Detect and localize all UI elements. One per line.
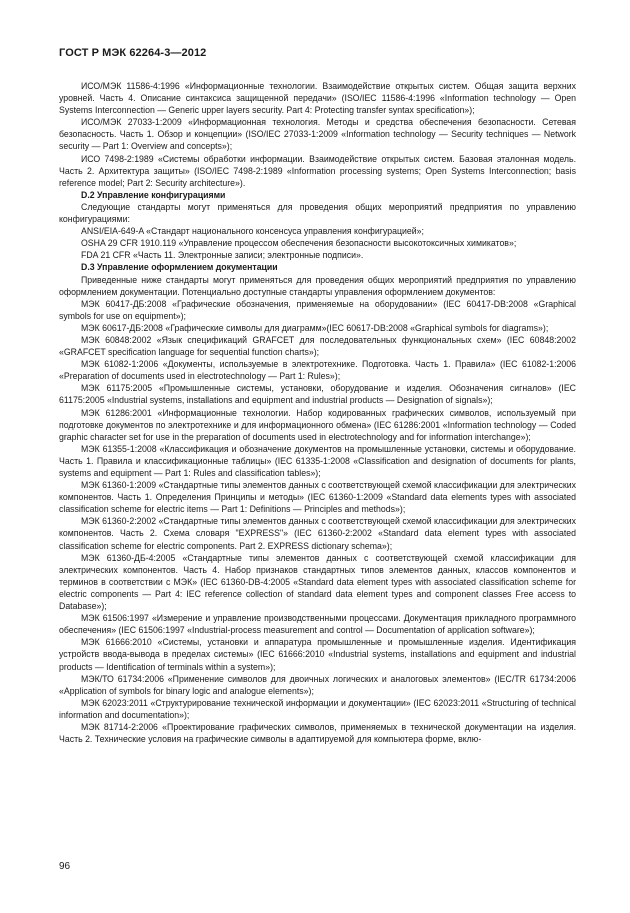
paragraph: OSHA 29 CFR 1910.119 «Управление процессом обеспечения безопасности высокотоксичных химикатов»;: [81, 238, 517, 249]
paragraph: МЭК 60617-ДБ:2008 «Графические символы для диаграмм»(IEC 60617-DB:2008 «Graphical symbols for diagrams»);: [81, 322, 549, 333]
paragraph: ANSI/EIA-649-A «Стандарт национального консенсуса управления конфигурацией»;: [81, 226, 424, 237]
page-number: 96: [59, 861, 71, 872]
page-header: ГОСТ Р МЭК 62264-3—2012: [59, 47, 207, 59]
paragraph: Следующие стандарты могут применяться для проведения общих мероприятий предприятия по управлению конфигурациями:: [59, 201, 576, 225]
paragraph: МЭК 61286:2001 «Информационные технологии. Набор кодированных графических символов, используемый при подготовке документов по электротехнике и для информационного обмена» (IEC 61286:2001 «Information technology — Coded graphic character set for use in the preparation of documents used in electrotechnology and for information interchange»);: [59, 407, 576, 442]
paragraph: МЭК 61666:2010 «Системы, установки и аппаратура промышленные и промышленные изделия. Идентификация устройств ввода-вывода в пределах системы» (IEC 61666:2010 «Industrial systems, installations and equipment and industrial products — Identification of terminals within a system»);: [59, 637, 576, 672]
paragraph: МЭК 61082-1:2006 «Документы, используемые в электротехнике. Подготовка. Часть 1. Правила» (IEC 61082-1:2006 «Preparation of documents used in electrotechnology — Part 1: Rules»);: [59, 359, 576, 382]
paragraph: МЭК 60848:2002 «Язык спецификаций GRAFCET для последовательных функциональных схем» (IEC 60848:2002 «GRAFCET specification language for sequential function charts»);: [59, 334, 576, 358]
paragraph: МЭК 60417-ДБ:2008 «Графические обозначения, применяемые на оборудовании» (IEC 60417-DB:2008 «Graphical symbols for use on equipment»);: [59, 298, 576, 321]
section-heading: D.3 Управление оформлением документации: [81, 262, 278, 273]
paragraph: ИСО/МЭК 11586-4:1996 «Информационные технологии. Взаимодействие открытых систем. Общая защита верхних уровней. Часть 4. Описание синтаксиса защищенной передачи» (ISO/IEC 11586-4:1996 «Information technology — Open Systems Interconnection — Generic upper layers security. Part 4: Protecting transfer syntax specification»);: [59, 81, 576, 116]
section-heading: D.2 Управление конфигурациями: [81, 189, 226, 200]
paragraph: МЭК 61360-1:2009 «Стандартные типы элементов данных с соответствующей схемой классификации для электрических компонентов. Часть 1. Определения Принципы и методы» (IEC 61360-1:2009 «Standard data elements types with associated classification scheme for electric items — Part 1: Definitions — Principles and methods»);: [59, 480, 576, 515]
paragraph: МЭК 81714-2:2006 «Проектирование графических символов, применяемых в технической документации на изделия. Часть 2. Технические условия на графические символы в адаптируемой для компьютера форме, вклю-: [59, 721, 576, 745]
paragraph: ИСО 7498-2:1989 «Системы обработки информации. Взаимодействие открытых систем. Базовая эталонная модель. Часть 2. Архитектура защиты» (ISO/IEC 7498-2:1989 «Information processing systems; Open Systems Interconnection; basis reference model; Part 2: Security architecture»).: [59, 153, 576, 188]
paragraph: МЭК 61506:1997 «Измерение и управление производственными процессами. Документация прикладного программного обеспечения» (IEC 61506:1997 «Industrial-process measurement and control — Documentation of application software»);: [59, 613, 576, 636]
paragraph: FDA 21 CFR «Часть 11. Электронные записи; электронные подписи».: [81, 250, 364, 261]
paragraph: МЭК 61175:2005 «Промышленные системы, установки, оборудование и изделия. Обозначения сигналов» (IEC 61175:2005 «Industrial systems, installations and equipment and industrial products — Designation of signals»);: [59, 383, 576, 406]
paragraph: МЭК/ТО 61734:2006 «Применение символов для двоичных логических и аналоговых элементов» (IEC/TR 61734:2006 «Application of symbols for binary logic and analogue elements»);: [59, 673, 576, 696]
paragraph: Приведенные ниже стандарты могут применяться для проведения общих мероприятий предприятия по управлению оформлением документации. Потенциально доступные стандарты управления оформлением документов:: [59, 274, 576, 297]
paragraph: МЭК 61360-2:2002 «Стандартные типы элементов данных с соответствующей схемой классификации для электрических компонентов. Часть 2. Схема словаря "EXPRESS"» (IEC 61360-2:2002 «Standard data element types with associated classification scheme for electric components. Part 2. EXPRESS dictionary schema»);: [59, 516, 576, 551]
document-body: [59, 80, 576, 745]
paragraph: МЭК 61355-1:2008 «Классификация и обозначение документов на промышленные установки, системы и оборудование. Часть 1. Правила и классификационные таблицы» (IEC 61335-1:2008 «Classification and designation of documents for plants, systems and equipment — Part 1: Rules and classification tables»);: [59, 443, 576, 478]
paragraph: ИСО/МЭК 27033-1:2009 «Информационная технология. Методы и средства обеспечения безопасности. Сетевая безопасность. Часть 1. Обзор и концепции» (ISO/IEC 27033-1:2009 «Information technology — Security techniques — Network security — Part 1: Overview and concepts»);: [59, 117, 576, 152]
paragraph: МЭК 61360-ДБ-4:2005 «Стандартные типы элементов данных с соответствующей схемой классификации для электрических компонентов. Часть 4. Набор признаков стандартных типов элементов данных, классов компонентов и терминов в соответствии с МЭК» (IEC 61360-DB-4:2005 «Standard data element types with associated classification scheme for electric components — Part 4: IEC reference collection of standard data element types and component classes Free access to Database»);: [59, 552, 576, 612]
paragraph: МЭК 62023:2011 «Структурирование технической информации и документации» (IEC 62023:2011 «Structuring of technical information and documentation»);: [59, 697, 576, 720]
